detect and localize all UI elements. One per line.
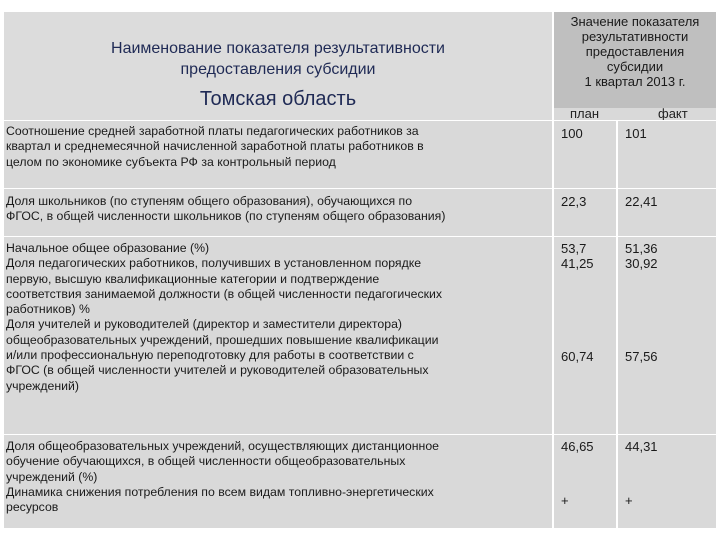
plan-value <box>561 439 594 454</box>
label-line: Начальное общее образование (%) <box>6 241 210 255</box>
fact-value-text: 30,92 <box>625 256 658 272</box>
plan-value-text: 41,25 <box>561 256 594 272</box>
fact-value-text: 101 <box>625 126 647 141</box>
label-line: Доля учителей и руководителей (директор и заместители директора) <box>6 317 403 332</box>
fact-value <box>625 126 647 141</box>
plan-value <box>561 194 586 209</box>
fact-value-text: 22,41 <box>625 194 658 209</box>
label-line: Динамика снижения потребления по всем видам топливно-энергетических <box>6 484 434 499</box>
table-row <box>4 236 716 435</box>
fact-value <box>625 493 633 508</box>
plan-value <box>561 241 594 272</box>
indicator-label <box>6 194 550 225</box>
indicators-table <box>4 12 716 528</box>
plan-value-text: 53,7 <box>561 241 587 256</box>
fact-column-header: факт <box>658 106 688 121</box>
table-row <box>4 434 716 529</box>
indicator-label <box>6 439 550 515</box>
label-line: соответствия занимаемой должности (в общей численности педагогических <box>6 286 442 301</box>
plan-value <box>561 126 583 141</box>
column-divider <box>552 12 554 528</box>
plan-column-header: план <box>570 106 600 121</box>
label-line: первую, высшую квалификационные категории и подтверждение <box>6 271 380 286</box>
header-title-line1: Наименование показателя результативности <box>111 40 445 57</box>
header-value-line: 1 квартал 2013 г. <box>584 74 686 89</box>
header-name-cell <box>4 12 552 120</box>
label-line: ФГОС, в общей численности школьников (по ступеням общего образования) <box>6 209 446 224</box>
label-line: учреждений) <box>6 378 79 393</box>
label-line: ресурсов <box>6 500 59 515</box>
fact-value-text: 51,36 <box>625 241 658 256</box>
header-value-line: субсидии <box>606 59 664 74</box>
plan-value-text: 100 <box>561 126 583 141</box>
indicator-label <box>6 124 550 170</box>
fact-value <box>625 241 658 272</box>
fact-value <box>625 439 658 454</box>
label-line: работников) % <box>6 302 90 317</box>
plan-value-text: 22,3 <box>561 194 587 209</box>
plan-value-text: 60,74 <box>561 349 594 364</box>
table-row <box>4 188 716 237</box>
column-divider <box>616 120 618 528</box>
header-value-line: Значение показателя <box>570 14 700 29</box>
fact-value <box>625 349 658 364</box>
table-row <box>4 120 716 189</box>
plan-value <box>561 349 594 364</box>
fact-value <box>625 194 658 209</box>
indicator-label <box>6 241 550 394</box>
label-line: квартал и среднемесячной начисленной заработной платы работников в <box>6 139 424 154</box>
plan-value-text: 46,65 <box>561 439 594 454</box>
label-line: общеобразовательных учреждений, прошедших повышение квалификации <box>6 332 439 347</box>
label-line: Доля педагогических работников, получивших в установленном порядке <box>6 256 422 271</box>
label-line: ФГОС (в общей численности учителей и руководителей образовательных <box>6 363 429 378</box>
label-line: Соотношение средней заработной платы педагогических работников за <box>6 124 419 138</box>
label-line: обучение обучающихся, в общей численности общеобразовательных <box>6 454 406 469</box>
header-value-line: результативности <box>581 29 689 44</box>
label-line: учреждений (%) <box>6 469 98 484</box>
fact-value-text: 44,31 <box>625 439 658 454</box>
header-value-cell <box>554 12 716 108</box>
header-title-line2: предоставления субсидии <box>180 61 376 78</box>
label-line: целом по экономике субъекта РФ за контрольный период <box>6 154 336 169</box>
header-value-line: предоставления <box>585 44 685 59</box>
label-line: Доля общеобразовательных учреждений, осуществляющих дистанционное <box>6 439 440 453</box>
fact-value-text: + <box>625 493 633 508</box>
region-title: Томская область <box>199 88 357 110</box>
fact-value-text: 57,56 <box>625 349 658 364</box>
label-line: Доля школьников (по ступеням общего образования), обучающихся по <box>6 194 413 208</box>
plan-value-text: + <box>561 493 569 508</box>
plan-value <box>561 493 569 508</box>
label-line: и/или профессиональную переподготовку для работы в соответствии с <box>6 348 414 363</box>
header-title <box>4 38 552 80</box>
